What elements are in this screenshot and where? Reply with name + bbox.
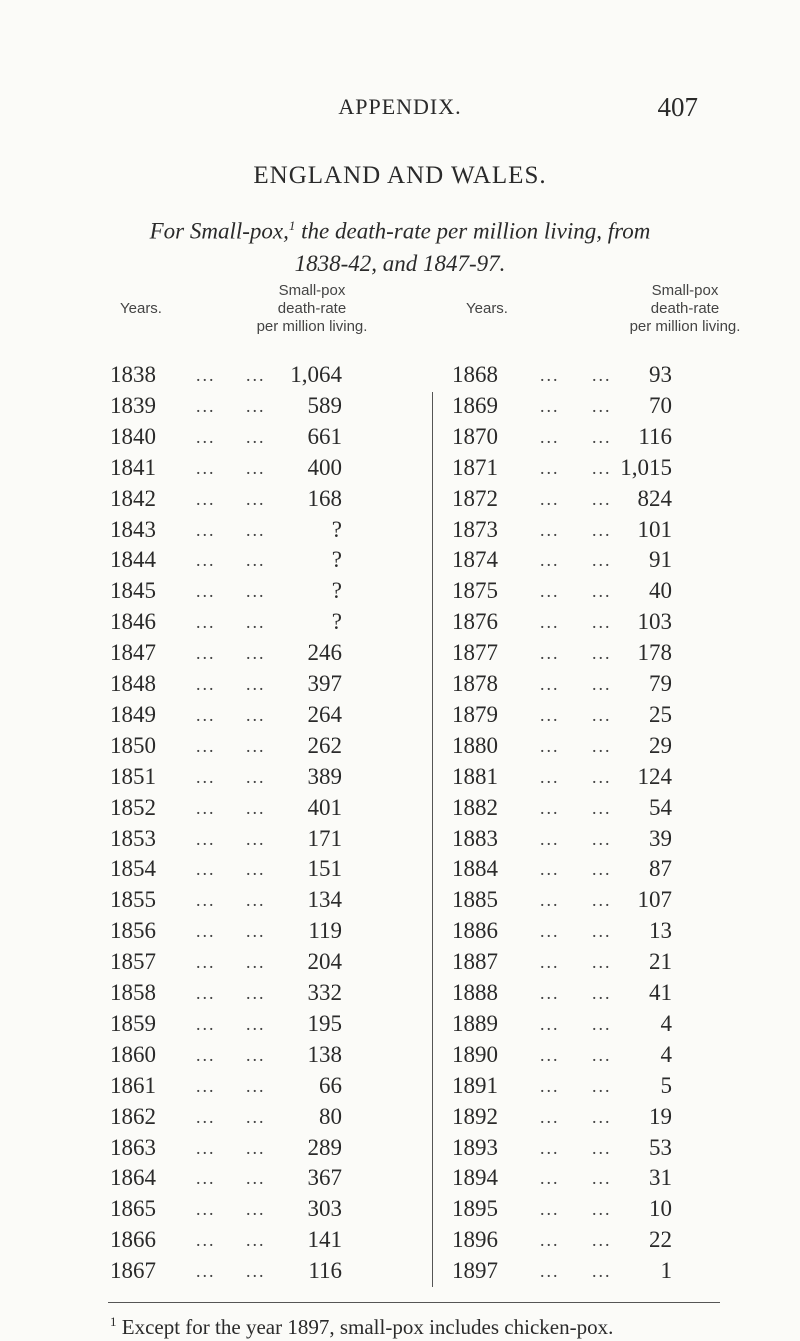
footnote-rule	[108, 1302, 720, 1303]
right-table-row	[0, 947, 800, 977]
leader-dots: ...	[540, 488, 560, 509]
leader-dots: ...	[592, 735, 612, 756]
year-cell: 1866	[110, 1227, 156, 1253]
year-cell: 1862	[110, 1103, 156, 1129]
leader-dots: ...	[592, 488, 612, 509]
right-table-row	[0, 545, 800, 575]
year-cell: 1865	[110, 1196, 156, 1222]
right-table-row	[0, 1163, 800, 1193]
year-cell: 1847	[110, 640, 156, 666]
death-rate-cell: 178	[637, 640, 672, 666]
leader-dots: ...	[592, 1075, 612, 1096]
leader-dots: ...	[246, 797, 266, 818]
right-table-row	[0, 391, 800, 421]
year-cell: 1870	[452, 423, 498, 449]
death-rate-cell: 171	[307, 825, 342, 851]
leader-dots: ...	[540, 952, 560, 973]
footnote-mark: 1	[110, 1314, 117, 1329]
leader-dots: ...	[592, 859, 612, 880]
death-rate-cell: 79	[649, 671, 672, 696]
leader-dots: ...	[540, 704, 560, 725]
leader-dots: ...	[540, 550, 560, 571]
year-cell: 1889	[452, 1010, 498, 1036]
column-divider	[432, 392, 433, 1287]
year-cell: 1888	[452, 980, 498, 1005]
leader-dots: ...	[592, 674, 612, 694]
death-rate-cell: 116	[638, 423, 672, 449]
page-header	[0, 92, 800, 132]
leader-dots: ...	[540, 890, 560, 911]
death-rate-cell: 824	[637, 485, 672, 511]
right-table-row	[0, 978, 800, 1008]
year-cell: 1838	[110, 362, 156, 387]
leader-dots: ...	[196, 1075, 216, 1096]
year-cell: 1880	[452, 732, 498, 758]
leader-dots: ...	[592, 1013, 612, 1034]
death-rate-cell: 400	[307, 454, 342, 480]
left-rate-header-line2: death-rate	[277, 300, 347, 317]
death-rate-cell: 246	[307, 640, 342, 666]
right-table-row	[0, 1009, 800, 1039]
right-rate-header-line2: death-rate	[650, 300, 720, 317]
year-cell: 1853	[110, 825, 156, 851]
death-rate-cell: 661	[307, 423, 342, 449]
leader-dots: ...	[592, 457, 612, 478]
right-table-row	[0, 576, 800, 606]
death-rate-cell: ?	[331, 578, 342, 604]
death-rate-cell: 124	[637, 763, 672, 789]
death-rate-cell: 1,064	[290, 362, 342, 387]
death-rate-cell: 22	[649, 1227, 672, 1253]
year-cell: 1874	[452, 547, 498, 573]
year-cell: 1858	[110, 980, 156, 1005]
left-rate-header-line3: per million living.	[256, 318, 368, 335]
right-table-row	[0, 360, 800, 390]
right-table-row	[0, 1071, 800, 1101]
death-rate-cell: 54	[649, 794, 672, 820]
death-rate-cell: 289	[307, 1134, 342, 1160]
leader-dots: ...	[592, 1044, 612, 1065]
leader-dots: ...	[540, 797, 560, 818]
leader-dots: ...	[246, 1106, 266, 1127]
leader-dots: ...	[592, 426, 612, 447]
leader-dots: ...	[196, 1044, 216, 1065]
death-rate-cell: 1,015	[620, 454, 672, 480]
death-rate-cell: 53	[649, 1134, 672, 1160]
leader-dots: ...	[246, 921, 266, 942]
year-cell: 1896	[452, 1227, 498, 1253]
death-rate-cell: 141	[307, 1227, 342, 1253]
leader-dots: ...	[196, 1137, 216, 1158]
right-table-row	[0, 1225, 800, 1255]
right-table-row	[0, 824, 800, 854]
year-cell: 1885	[452, 887, 498, 913]
death-rate-cell: 31	[649, 1165, 672, 1191]
death-rate-cell: 168	[307, 485, 342, 511]
leader-dots: ...	[540, 395, 560, 416]
death-rate-cell: 21	[649, 949, 672, 975]
leader-dots: ...	[592, 519, 612, 540]
leader-dots: ...	[592, 550, 612, 571]
death-rate-cell: 66	[319, 1072, 342, 1098]
right-table-row	[0, 854, 800, 884]
right-table-row	[0, 515, 800, 545]
death-rate-cell: 262	[307, 732, 342, 758]
leader-dots: ...	[540, 1075, 560, 1096]
leader-dots: ...	[592, 643, 612, 664]
leader-dots: ...	[540, 643, 560, 664]
death-rate-cell: 40	[649, 578, 672, 604]
death-rate-cell: 138	[307, 1041, 342, 1067]
year-cell: 1897	[452, 1258, 498, 1284]
leader-dots: ...	[196, 612, 216, 633]
footnote-text: Except for the year 1897, small-pox includes chicken-pox.	[116, 1315, 614, 1339]
year-cell: 1882	[452, 794, 498, 820]
leader-dots: ...	[246, 735, 266, 756]
leader-dots: ...	[196, 365, 216, 385]
leader-dots: ...	[196, 921, 216, 942]
death-rate-cell: 107	[637, 887, 672, 913]
leader-dots: ...	[196, 735, 216, 756]
right-table-row	[0, 885, 800, 915]
leader-dots: ...	[540, 674, 560, 694]
leader-dots: ...	[196, 1106, 216, 1127]
leader-dots: ...	[196, 395, 216, 416]
death-rate-cell: 116	[308, 1258, 342, 1284]
leader-dots: ...	[540, 365, 560, 385]
death-rate-cell: 367	[307, 1165, 342, 1191]
page-number: 407	[657, 92, 698, 122]
right-table-row	[0, 731, 800, 761]
year-cell: 1867	[110, 1258, 156, 1284]
leader-dots: ...	[540, 1013, 560, 1034]
leader-dots: ...	[246, 1137, 266, 1158]
leader-dots: ...	[196, 766, 216, 787]
leader-dots: ...	[196, 952, 216, 973]
table-title: ENGLAND AND WALES.	[253, 162, 547, 189]
leader-dots: ...	[246, 612, 266, 633]
year-cell: 1849	[110, 701, 156, 727]
year-cell: 1855	[110, 887, 156, 913]
leader-dots: ...	[196, 1013, 216, 1034]
leader-dots: ...	[196, 550, 216, 571]
year-cell: 1856	[110, 918, 156, 944]
right-table-row	[0, 422, 800, 452]
year-cell: 1844	[110, 547, 156, 573]
right-table-row	[0, 607, 800, 637]
leader-dots: ...	[592, 797, 612, 818]
leader-dots: ...	[540, 1261, 560, 1282]
column-headers	[0, 282, 800, 352]
right-table-row	[0, 762, 800, 792]
death-rate-cell: ?	[331, 547, 342, 573]
leader-dots: ...	[246, 488, 266, 509]
year-cell: 1873	[452, 516, 498, 542]
right-table-row	[0, 916, 800, 946]
leader-dots: ...	[246, 1199, 266, 1220]
year-cell: 1876	[452, 609, 498, 635]
leader-dots: ...	[246, 395, 266, 416]
leader-dots: ...	[196, 643, 216, 664]
leader-dots: ...	[246, 519, 266, 540]
year-cell: 1895	[452, 1196, 498, 1222]
year-cell: 1864	[110, 1165, 156, 1191]
leader-dots: ...	[246, 1013, 266, 1034]
leader-dots: ...	[246, 890, 266, 911]
leader-dots: ...	[246, 828, 266, 849]
year-cell: 1877	[452, 640, 498, 666]
leader-dots: ...	[246, 1168, 266, 1189]
leader-dots: ...	[592, 612, 612, 633]
right-table-row	[0, 1194, 800, 1224]
right-table-row	[0, 484, 800, 514]
death-rate-cell: 332	[307, 980, 342, 1005]
leader-dots: ...	[246, 1230, 266, 1251]
footnote-reference: 1	[288, 218, 296, 233]
death-rate-cell: 10	[649, 1196, 672, 1222]
death-rate-cell: 151	[307, 856, 342, 882]
leader-dots: ...	[196, 674, 216, 694]
year-cell: 1893	[452, 1134, 498, 1160]
leader-dots: ...	[592, 766, 612, 787]
leader-dots: ...	[246, 1044, 266, 1065]
year-cell: 1839	[110, 392, 156, 418]
leader-dots: ...	[196, 797, 216, 818]
leader-dots: ...	[246, 952, 266, 973]
leader-dots: ...	[246, 426, 266, 447]
death-rate-cell: 401	[307, 794, 342, 820]
year-cell: 1887	[452, 949, 498, 975]
death-rate-cell: 5	[660, 1072, 672, 1098]
leader-dots: ...	[196, 983, 216, 1003]
right-table-row	[0, 1133, 800, 1163]
leader-dots: ...	[246, 1075, 266, 1096]
year-cell: 1841	[110, 454, 156, 480]
leader-dots: ...	[196, 704, 216, 725]
leader-dots: ...	[246, 1261, 266, 1282]
leader-dots: ...	[540, 828, 560, 849]
death-rate-cell: 70	[649, 392, 672, 418]
leader-dots: ...	[592, 704, 612, 725]
year-cell: 1883	[452, 825, 498, 851]
death-rate-cell: 39	[649, 825, 672, 851]
leader-dots: ...	[196, 1230, 216, 1251]
leader-dots: ...	[540, 426, 560, 447]
death-rate-cell: ?	[331, 516, 342, 542]
leader-dots: ...	[246, 550, 266, 571]
year-cell: 1891	[452, 1072, 498, 1098]
leader-dots: ...	[592, 1199, 612, 1220]
leader-dots: ...	[592, 581, 612, 602]
leader-dots: ...	[246, 643, 266, 664]
year-cell: 1850	[110, 732, 156, 758]
year-cell: 1863	[110, 1134, 156, 1160]
death-rate-cell: 589	[307, 392, 342, 418]
year-cell: 1881	[452, 763, 498, 789]
death-rate-cell: 91	[649, 547, 672, 573]
right-table-row	[0, 1102, 800, 1132]
year-cell: 1878	[452, 671, 498, 696]
year-cell: 1892	[452, 1103, 498, 1129]
leader-dots: ...	[540, 519, 560, 540]
leader-dots: ...	[246, 457, 266, 478]
left-rate-header	[222, 282, 402, 336]
leader-dots: ...	[196, 488, 216, 509]
leader-dots: ...	[540, 1230, 560, 1251]
year-cell: 1875	[452, 578, 498, 604]
death-rate-cell: 389	[307, 763, 342, 789]
leader-dots: ...	[540, 859, 560, 880]
year-cell: 1854	[110, 856, 156, 882]
death-rate-cell: 303	[307, 1196, 342, 1222]
leader-dots: ...	[196, 859, 216, 880]
year-cell: 1852	[110, 794, 156, 820]
year-cell: 1859	[110, 1010, 156, 1036]
leader-dots: ...	[196, 519, 216, 540]
death-rate-cell: 87	[649, 856, 672, 882]
right-table-row	[0, 669, 800, 699]
leader-dots: ...	[592, 921, 612, 942]
leader-dots: ...	[246, 704, 266, 725]
leader-dots: ...	[196, 1168, 216, 1189]
death-rate-cell: 93	[649, 362, 672, 387]
right-table-row	[0, 1256, 800, 1286]
year-cell: 1884	[452, 856, 498, 882]
right-table-row	[0, 1040, 800, 1070]
leader-dots: ...	[540, 766, 560, 787]
leader-dots: ...	[540, 581, 560, 602]
death-rate-cell: 134	[307, 887, 342, 913]
leader-dots: ...	[592, 890, 612, 911]
death-rate-cell: 397	[307, 671, 342, 696]
leader-dots: ...	[246, 859, 266, 880]
death-rate-cell: 101	[637, 516, 672, 542]
leader-dots: ...	[540, 1044, 560, 1065]
death-rate-cell: 1	[660, 1258, 672, 1284]
year-cell: 1848	[110, 671, 156, 696]
year-cell: 1886	[452, 918, 498, 944]
leader-dots: ...	[540, 612, 560, 633]
leader-dots: ...	[196, 581, 216, 602]
death-rate-cell: 195	[307, 1010, 342, 1036]
right-rate-header-line3: per million living.	[629, 318, 741, 335]
leader-dots: ...	[196, 890, 216, 911]
right-table-row	[0, 638, 800, 668]
leader-dots: ...	[246, 581, 266, 602]
right-rate-header	[590, 282, 780, 336]
year-cell: 1872	[452, 485, 498, 511]
leader-dots: ...	[540, 921, 560, 942]
leader-dots: ...	[196, 457, 216, 478]
leader-dots: ...	[592, 952, 612, 973]
year-cell: 1842	[110, 485, 156, 511]
leader-dots: ...	[540, 735, 560, 756]
right-table-row	[0, 793, 800, 823]
death-rate-cell: 4	[660, 1041, 672, 1067]
leader-dots: ...	[592, 1168, 612, 1189]
leader-dots: ...	[246, 983, 266, 1003]
death-rate-cell: 29	[649, 732, 672, 758]
year-cell: 1861	[110, 1072, 156, 1098]
leader-dots: ...	[540, 1106, 560, 1127]
leader-dots: ...	[540, 1199, 560, 1220]
death-rate-cell: 25	[649, 701, 672, 727]
footnote	[110, 1308, 750, 1341]
leader-dots: ...	[540, 457, 560, 478]
right-table-row	[0, 453, 800, 483]
leader-dots: ...	[540, 1168, 560, 1189]
death-rate-cell: 4	[660, 1010, 672, 1036]
year-cell: 1890	[452, 1041, 498, 1067]
leader-dots: ...	[592, 1230, 612, 1251]
death-rate-cell: 41	[649, 980, 672, 1005]
year-cell: 1843	[110, 516, 156, 542]
death-rate-cell: ?	[331, 609, 342, 635]
year-cell: 1894	[452, 1165, 498, 1191]
subtitle-line-2: 1838-42, and 1847-97.	[294, 250, 506, 276]
leader-dots: ...	[196, 1261, 216, 1282]
year-cell: 1879	[452, 701, 498, 727]
year-cell: 1860	[110, 1041, 156, 1067]
death-rate-cell: 119	[308, 918, 342, 944]
leader-dots: ...	[540, 1137, 560, 1158]
leader-dots: ...	[592, 828, 612, 849]
leader-dots: ...	[540, 983, 560, 1003]
right-rate-header-line1: Small-pox	[651, 282, 719, 299]
leader-dots: ...	[592, 1137, 612, 1158]
right-years-header: Years.	[466, 300, 508, 317]
table-subtitle	[0, 210, 800, 280]
death-rate-cell: 19	[649, 1103, 672, 1129]
leader-dots: ...	[196, 426, 216, 447]
leader-dots: ...	[592, 1106, 612, 1127]
leader-dots: ...	[592, 365, 612, 385]
death-rate-cell: 80	[319, 1103, 342, 1129]
running-head: APPENDIX.	[338, 94, 462, 119]
year-cell: 1869	[452, 392, 498, 418]
leader-dots: ...	[246, 766, 266, 787]
year-cell: 1851	[110, 763, 156, 789]
subtitle-line-1-rest: the death-rate per million living, from	[295, 218, 651, 244]
death-rate-cell: 204	[307, 949, 342, 975]
left-years-header: Years.	[120, 300, 162, 317]
leader-dots: ...	[196, 1199, 216, 1220]
leader-dots: ...	[246, 674, 266, 694]
year-cell: 1846	[110, 609, 156, 635]
death-rate-cell: 13	[649, 918, 672, 944]
year-cell: 1871	[452, 454, 498, 480]
death-rate-cell: 103	[637, 609, 672, 635]
year-cell: 1857	[110, 949, 156, 975]
leader-dots: ...	[246, 365, 266, 385]
leader-dots: ...	[592, 395, 612, 416]
leader-dots: ...	[592, 1261, 612, 1282]
death-rate-cell: 264	[307, 701, 342, 727]
leader-dots: ...	[196, 828, 216, 849]
subtitle-line-1-start: For Small-pox,	[149, 218, 289, 244]
left-rate-header-line1: Small-pox	[278, 282, 346, 299]
year-cell: 1840	[110, 423, 156, 449]
right-table-row	[0, 700, 800, 730]
subtitle-line-1	[0, 210, 800, 248]
year-cell: 1868	[452, 362, 498, 387]
leader-dots: ...	[592, 983, 612, 1003]
year-cell: 1845	[110, 578, 156, 604]
